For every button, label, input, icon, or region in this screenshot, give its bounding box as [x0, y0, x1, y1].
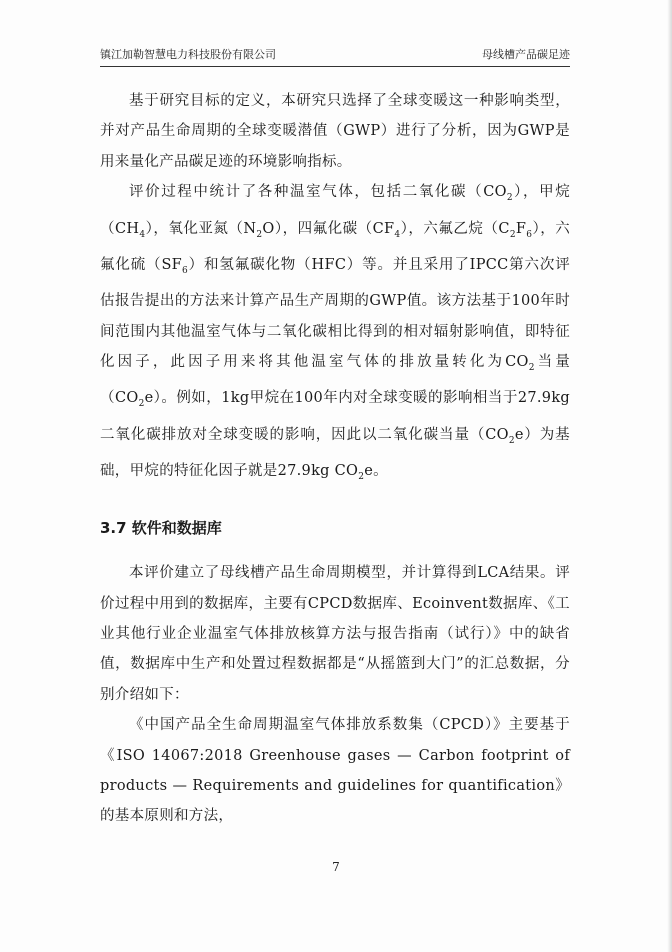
header-rule — [100, 66, 570, 67]
section-heading: 3.7 软件和数据库 — [100, 519, 222, 538]
paragraph-greenhouse-gases: 评价过程中统计了各种温室气体，包括二氧化碳$(CO_2)$，甲烷$(CH_4)$，氧化亚氮$(N_2O)$，四氟化碳$(CF_4)$，六氟乙烷$(C_2F_6)$，六氟化硫$(SF_6)$和氢氟碳化物（HFC）等。并且采用了IPCC第六次评估报告提出的方法来计算产品生产周期的GWP值。该方法基于100年时间范围内其他温室气体与二氧化碳相比得到的相对辐射影响值，即特征化因子，此因子用来将其他温室气体的排放量转化为$CO_2$当量$(CO_2e)$。例如，1kg甲烷在100年内对全球变暖的影响相当于27.9kg二氧化碳排放对全球变暖的影响，因此以二氧化碳当量$(CO_2e)$为基础，甲烷的特征化因子就是27.9kg $CO_2e$。 — [100, 184, 571, 482]
paragraph-gwp-scope: 基于研究目标的定义，本研究只选择了全球变暖这一种影响类型，并对产品生命周期的全球变暖潜值（GWP）进行了分析，因为GWP是用来量化产品碳足迹的环境影响指标。 — [100, 93, 570, 170]
header-company: 镇江加勒智慧电力科技股份有限公司 — [100, 48, 276, 61]
page-body — [100, 86, 570, 832]
page-header — [100, 46, 570, 68]
paragraph-databases: 本评价建立了母线槽产品生命周期模型，并计算得到LCA结果。评价过程中用到的数据库，主要有CPCD数据库、Ecoinvent数据库、《工业其他行业企业温室气体排放核算方法与报告指南（试行）》中的缺省值，数据库中生产和处置过程数据都是“从摇篮到大门”的汇总数据，分别介绍如下： — [100, 565, 570, 703]
page-edge-shadow — [667, 0, 672, 952]
paragraph-cpcd: 《中国产品全生命周期温室气体排放系数集（CPCD）》主要基于《ISO 14067:2018 Greenhouse gases — Carbon footprint of products — Requirements and guidelines for quantification》的基本原则和方法， — [100, 717, 570, 825]
page-number: 7 — [332, 860, 340, 874]
header-title: 母线槽产品碳足迹 — [482, 48, 570, 61]
